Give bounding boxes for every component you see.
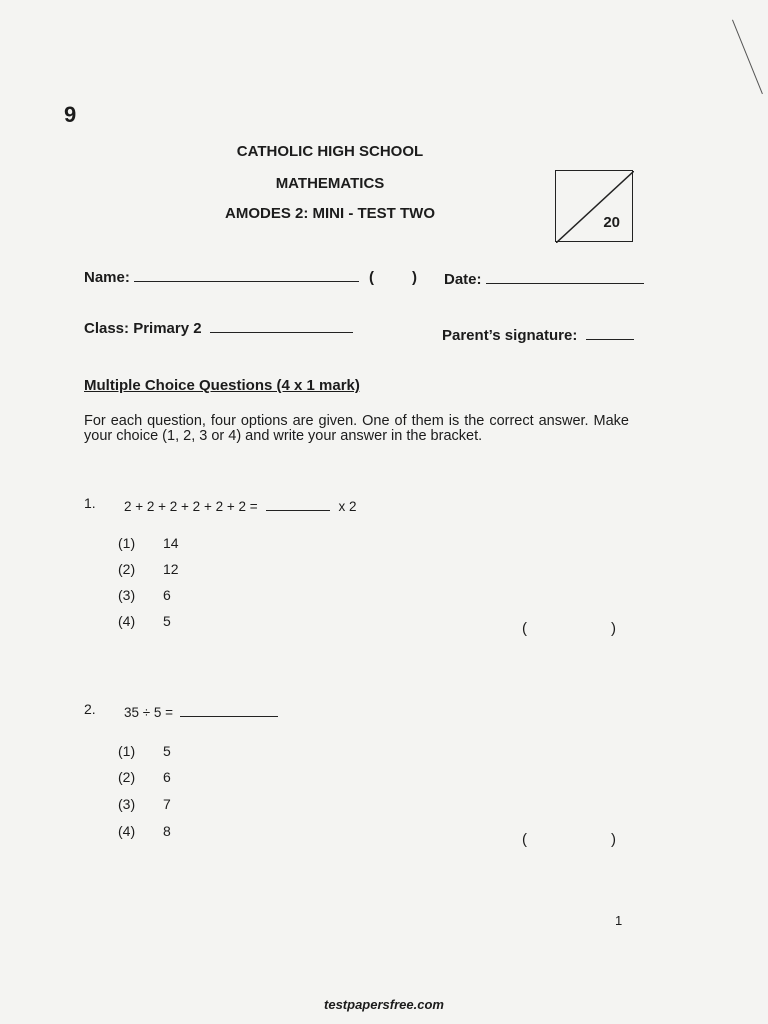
index-paren-close: ): [412, 269, 417, 286]
question-1-bracket-close: ): [611, 620, 616, 637]
question-2-number: 2.: [84, 701, 96, 717]
question-2-answer-blank[interactable]: [180, 702, 278, 717]
question-1-answer-blank[interactable]: [266, 496, 330, 511]
name-row: [84, 267, 359, 287]
question-1-option-3: (3) 6: [118, 587, 171, 603]
question-1-number: 1.: [84, 495, 96, 511]
question-2-bracket-open: (: [522, 831, 527, 848]
class-row: [84, 318, 353, 338]
sheet-page-number: 1: [615, 913, 623, 928]
question-2-bracket-close: ): [611, 831, 616, 848]
question-2-option-1: (1) 5: [118, 743, 171, 759]
signature-field[interactable]: [586, 325, 634, 340]
date-label: Date:: [444, 271, 482, 288]
name-field[interactable]: [134, 267, 359, 282]
scan-artifact-line: [732, 20, 763, 95]
index-paren-open: (: [369, 269, 374, 286]
date-row: [444, 269, 644, 289]
signature-label: Parent’s signature:: [442, 327, 578, 344]
footer-watermark: testpapersfree.com: [324, 997, 444, 1012]
instructions: For each question, four options are given. One of them is the correct answer. Make your choice (1, 2, 3 or 4) and write your answer in the bracket.: [84, 413, 629, 444]
question-1-text: 2 + 2 + 2 + 2 + 2 + 2 =: [124, 499, 258, 514]
question-1-row: [124, 496, 357, 516]
question-1-suffix: x 2: [338, 499, 357, 514]
test-title: AMODES 2: MINI - TEST TWO: [225, 205, 435, 222]
subject-title: MATHEMATICS: [275, 175, 385, 192]
signature-row: [442, 325, 634, 345]
question-1-option-4: (4) 5: [118, 613, 171, 629]
question-1-bracket-open: (: [522, 620, 527, 637]
score-box: [555, 170, 633, 242]
class-label: Class: Primary 2: [84, 320, 202, 337]
question-2-answer-bracket[interactable]: [530, 831, 610, 847]
question-1-option-2: (2) 12: [118, 561, 179, 577]
section-title: Multiple Choice Questions (4 x 1 mark): [84, 377, 360, 394]
page-number: 9: [64, 102, 77, 127]
question-2-option-4: (4) 8: [118, 823, 171, 839]
question-1-answer-bracket[interactable]: [530, 620, 610, 636]
question-2-option-2: (2) 6: [118, 769, 171, 785]
question-1-option-1: (1) 14: [118, 535, 179, 551]
date-field[interactable]: [486, 269, 644, 284]
question-2-text: 35 ÷ 5 =: [124, 705, 174, 720]
class-field[interactable]: [210, 318, 353, 333]
question-2-option-3: (3) 7: [118, 796, 171, 812]
question-2-row: [124, 702, 278, 722]
school-name: CATHOLIC HIGH SCHOOL: [236, 143, 424, 160]
score-diagonal: [556, 171, 634, 243]
name-label: Name:: [84, 269, 130, 286]
score-total: 20: [603, 214, 620, 231]
